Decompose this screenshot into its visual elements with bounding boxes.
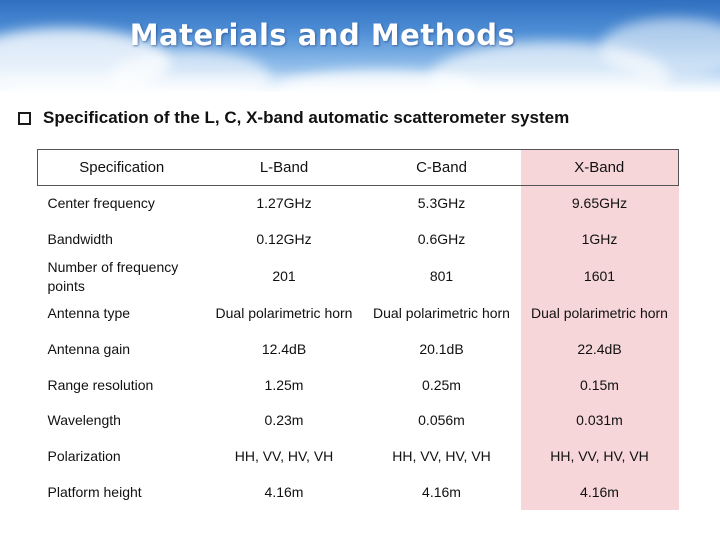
- row-label: Platform height: [47, 483, 142, 500]
- row-label: Antenna gain: [47, 340, 131, 357]
- column-header-specification: Specification: [38, 150, 206, 186]
- c-band-cell: 4.16m: [422, 483, 461, 500]
- table-row: [38, 475, 679, 511]
- x-band-cell: 4.16m: [521, 475, 679, 511]
- row-label: Range resolution: [47, 376, 154, 393]
- row-label: Wavelength: [47, 412, 121, 429]
- row-label: Number of frequency points: [47, 258, 179, 294]
- table-row: [38, 222, 679, 258]
- table-row: [38, 258, 679, 296]
- table-row: [38, 367, 679, 403]
- table-header-row: [38, 150, 679, 186]
- x-band-cell: 0.031m: [521, 403, 679, 439]
- l-band-cell: HH, VV, HV, VH: [234, 448, 334, 465]
- l-band-cell: 4.16m: [264, 483, 304, 500]
- row-label: Bandwidth: [47, 231, 113, 248]
- table-row: [38, 296, 679, 332]
- table-row: [38, 331, 679, 367]
- table-row: [38, 439, 679, 475]
- x-band-cell: Dual polarimetric horn: [521, 296, 679, 332]
- slide-title: Materials and Methods: [129, 18, 516, 52]
- c-band-cell: 20.1dB: [419, 340, 464, 357]
- row-label: Antenna type: [47, 304, 131, 321]
- x-band-cell: 22.4dB: [521, 331, 679, 367]
- x-band-cell: HH, VV, HV, VH: [521, 439, 679, 475]
- column-header-x-band: X-Band: [521, 150, 679, 186]
- x-band-cell: 1GHz: [521, 222, 679, 258]
- l-band-cell: Dual polarimetric horn: [215, 304, 353, 321]
- row-label: Polarization: [47, 448, 121, 465]
- row-label: Center frequency: [47, 195, 155, 212]
- banner-fade: [0, 70, 720, 92]
- l-band-cell: 201: [272, 268, 296, 285]
- c-band-cell: HH, VV, HV, VH: [392, 448, 491, 465]
- hollow-square-bullet-icon: [18, 112, 31, 125]
- l-band-cell: 1.27GHz: [256, 195, 312, 212]
- x-band-cell: 1601: [521, 258, 679, 296]
- slide-subtitle: Specification of the L, C, X-band automatic scatterometer system: [43, 108, 570, 127]
- c-band-cell: 0.6GHz: [417, 231, 466, 248]
- c-band-cell: 5.3GHz: [417, 195, 466, 212]
- table-row: [38, 186, 679, 222]
- column-header-c-band: C-Band: [363, 150, 521, 186]
- l-band-cell: 1.25m: [264, 376, 304, 393]
- subtitle-row: [18, 106, 569, 130]
- l-band-cell: 0.23m: [264, 412, 304, 429]
- c-band-cell: 0.056m: [418, 412, 465, 429]
- c-band-cell: 801: [429, 268, 454, 285]
- l-band-cell: 0.12GHz: [256, 231, 312, 248]
- x-band-cell: 0.15m: [521, 367, 679, 403]
- c-band-cell: 0.25m: [422, 376, 461, 393]
- table-row: [38, 403, 679, 439]
- column-header-l-band: L-Band: [206, 150, 363, 186]
- l-band-cell: 12.4dB: [261, 340, 307, 357]
- x-band-cell: 9.65GHz: [521, 186, 679, 222]
- specification-table: [37, 149, 679, 510]
- c-band-cell: Dual polarimetric horn: [373, 304, 510, 321]
